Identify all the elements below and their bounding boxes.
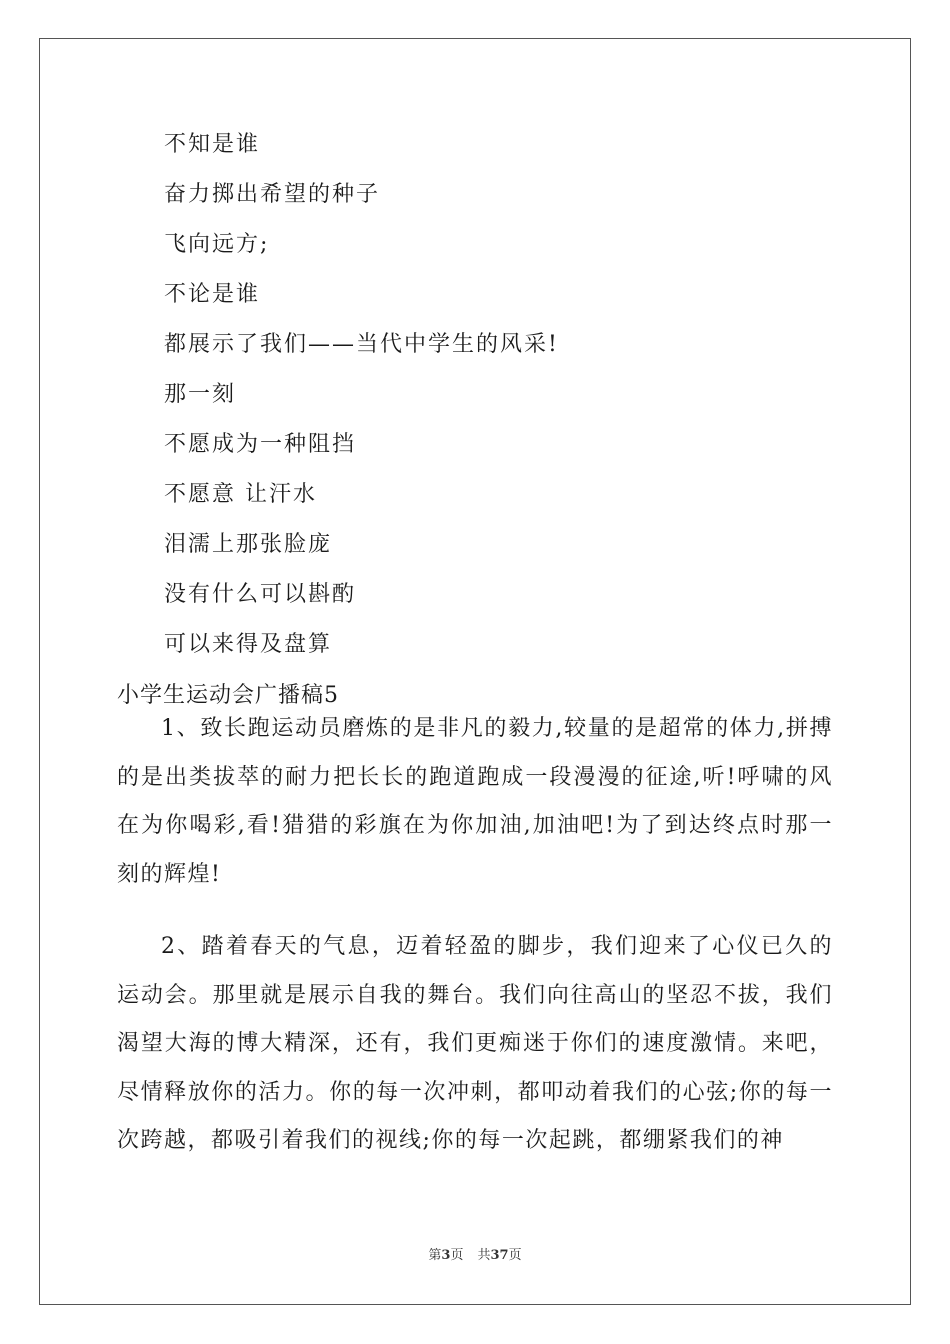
page-footer <box>0 1247 950 1265</box>
poem-line: 不知是谁 <box>164 132 261 157</box>
section-title: 小学生运动会广播稿5 <box>117 683 339 708</box>
poem-line: 都展示了我们——当代中学生的风采! <box>164 332 559 357</box>
poem-line: 飞向远方; <box>164 232 270 257</box>
poem-line: 那一刻 <box>164 382 237 407</box>
poem-line: 奋力掷出希望的种子 <box>164 182 381 207</box>
poem-line: 没有什么可以斟酌 <box>164 582 357 607</box>
poem-line: 可以来得及盘算 <box>164 632 333 657</box>
paragraph-1: 1、致长跑运动员磨炼的是非凡的毅力,较量的是超常的体力,拼搏的是出类拔萃的耐力把长长的跑道跑成一段漫漫的征途,听!呼啸的风在为你喝彩,看!猎猎的彩旗在为你加油,加油吧!为了到达终点时那一刻的辉煌! <box>117 716 833 887</box>
footer-total-pages: 37 <box>490 1248 509 1263</box>
poem-line: 泪濡上那张脸庞 <box>164 532 333 557</box>
poem-line: 不论是谁 <box>164 282 261 307</box>
footer-total-suffix: 页 <box>508 1248 522 1263</box>
footer-total-prefix: 共 <box>477 1248 491 1263</box>
footer-page-suffix: 页 <box>450 1248 464 1263</box>
poem-line: 不愿成为一种阻挡 <box>164 432 357 457</box>
poem-line: 不愿意 让汗水 <box>164 482 317 507</box>
footer-page-prefix: 第 <box>428 1248 442 1263</box>
paragraph-2: 2、踏着春天的气息，迈着轻盈的脚步，我们迎来了心仪已久的运动会。那里就是展示自我的舞台。我们向往高山的坚忍不拔，我们渴望大海的博大精深，还有，我们更痴迷于你们的速度激情。来吧，尽情释放你的活力。你的每一次冲刺，都叩动着我们的心弦;你的每一次跨越，都吸引着我们的视线;你的每一次起跳，都绷紧我们的神 <box>117 934 833 1153</box>
footer-page-number: 3 <box>441 1248 451 1263</box>
